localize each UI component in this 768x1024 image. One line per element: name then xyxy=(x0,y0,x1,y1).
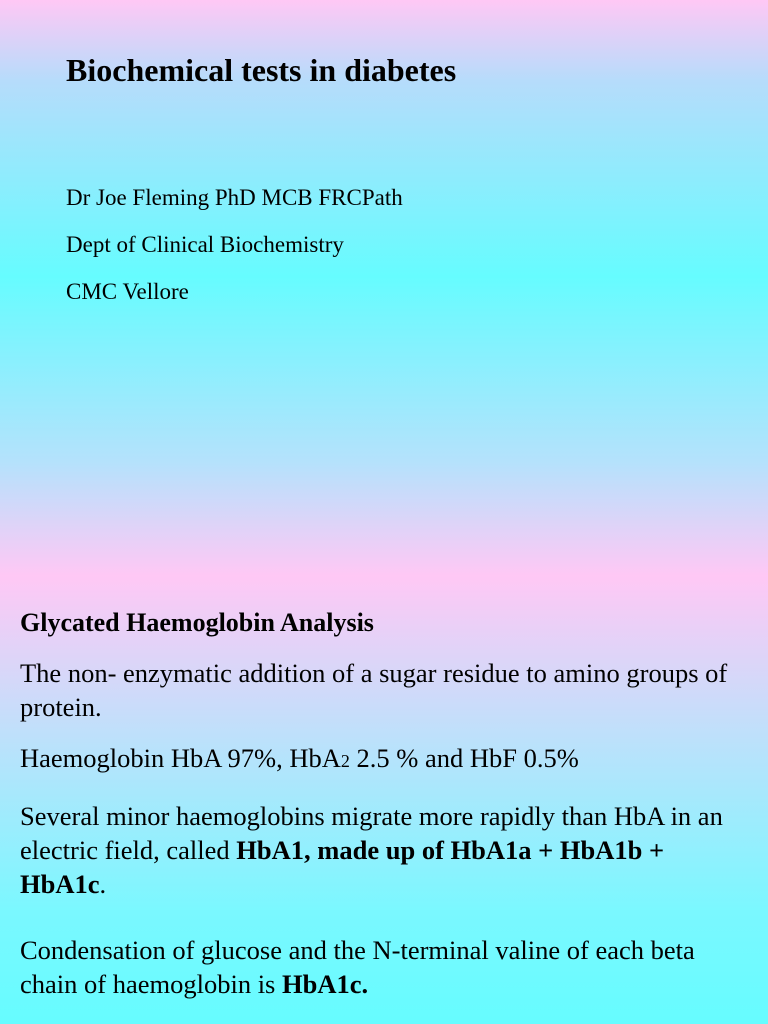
minor-text-1: Several minor haemoglobins migrate more rapidly than HbA in an electric field, called xyxy=(20,801,723,865)
composition-text-1: Haemoglobin HbA 97%, HbA xyxy=(20,743,341,773)
slide-hba1c xyxy=(0,576,768,1024)
hba1c-bold-text: HbA1c. xyxy=(282,969,369,999)
minor-text-2: . xyxy=(99,869,107,899)
department-line: Dept of Clinical Biochemistry xyxy=(66,232,344,257)
haemoglobin-composition-paragraph xyxy=(20,741,755,778)
minor-bold-text: HbA1, made up of HbA1a + HbA1b + HbA1c xyxy=(20,835,665,899)
definition-paragraph: The non- enzymatic addition of a sugar residue to amino groups of protein. xyxy=(20,658,728,722)
slide-title-heading: Biochemical tests in diabetes xyxy=(66,52,457,88)
hba1c-definition-paragraph xyxy=(20,933,755,1001)
institution-line: CMC Vellore xyxy=(66,279,189,304)
minor-haemoglobins-paragraph xyxy=(20,799,755,901)
author-line: Dr Joe Fleming PhD MCB FRCPath xyxy=(66,185,403,210)
slide-heading: Glycated Haemoglobin Analysis xyxy=(20,608,374,637)
hba1c-text-1: Condensation of glucose and the N-terminal valine of each beta chain of haemoglobin is xyxy=(20,935,695,999)
composition-subscript: 2 xyxy=(340,751,350,771)
composition-text-2: 2.5 % and HbF 0.5% xyxy=(349,743,579,773)
